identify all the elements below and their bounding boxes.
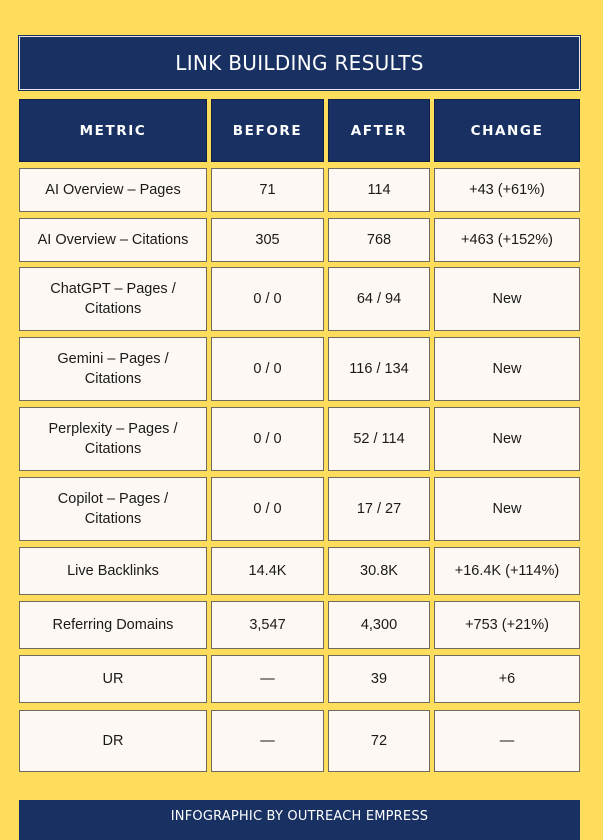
row-10-change-cell: — (434, 710, 580, 772)
row-7-change-cell: +16.4K (+114%) (434, 547, 580, 595)
row-1-change-cell: +43 (+61%) (434, 168, 580, 212)
footer-text: INFOGRAPHIC BY OUTREACH EMPRESS (170, 809, 429, 824)
row-10-metric-cell: DR (19, 710, 207, 772)
row-4-change-cell: New (434, 337, 580, 401)
row-8-before-cell: 3,547 (211, 601, 324, 649)
table-title: LINK BUILDING RESULTS (175, 51, 424, 75)
row-7-before-cell: 14.4K (211, 547, 324, 595)
row-10-before-cell: — (211, 710, 324, 772)
row-8-metric-cell: Referring Domains (19, 601, 207, 649)
row-8-change-cell: +753 (+21%) (434, 601, 580, 649)
row-7-metric-cell: Live Backlinks (19, 547, 207, 595)
row-8-after-cell: 4,300 (328, 601, 430, 649)
header-before: BEFORE (211, 99, 324, 162)
row-9-after-cell: 39 (328, 655, 430, 703)
row-6-change-cell: New (434, 477, 580, 541)
row-2-after-cell: 768 (328, 218, 430, 262)
row-9-metric-cell: UR (19, 655, 207, 703)
row-3-change-cell: New (434, 267, 580, 331)
row-6-after-cell: 17 / 27 (328, 477, 430, 541)
row-5-metric-cell: Perplexity – Pages / Citations (19, 407, 207, 471)
row-4-before-cell: 0 / 0 (211, 337, 324, 401)
row-6-metric-cell: Copilot – Pages / Citations (19, 477, 207, 541)
row-3-after-cell: 64 / 94 (328, 267, 430, 331)
row-1-before-cell: 71 (211, 168, 324, 212)
row-9-before-cell: — (211, 655, 324, 703)
row-4-after-cell: 116 / 134 (328, 337, 430, 401)
row-1-after-cell: 114 (328, 168, 430, 212)
row-7-after-cell: 30.8K (328, 547, 430, 595)
header-metric: METRIC (19, 99, 207, 162)
header-after: AFTER (328, 99, 430, 162)
row-3-before-cell: 0 / 0 (211, 267, 324, 331)
row-5-before-cell: 0 / 0 (211, 407, 324, 471)
row-9-change-cell: +6 (434, 655, 580, 703)
title-banner (19, 36, 580, 90)
row-5-change-cell: New (434, 407, 580, 471)
row-2-change-cell: +463 (+152%) (434, 218, 580, 262)
header-change: CHANGE (434, 99, 580, 162)
row-10-after-cell: 72 (328, 710, 430, 772)
row-1-metric-cell: AI Overview – Pages (19, 168, 207, 212)
row-2-before-cell: 305 (211, 218, 324, 262)
row-2-metric-cell: AI Overview – Citations (19, 218, 207, 262)
row-3-metric-cell: ChatGPT – Pages / Citations (19, 267, 207, 331)
footer-banner (19, 800, 580, 840)
row-4-metric-cell: Gemini – Pages / Citations (19, 337, 207, 401)
row-6-before-cell: 0 / 0 (211, 477, 324, 541)
row-5-after-cell: 52 / 114 (328, 407, 430, 471)
